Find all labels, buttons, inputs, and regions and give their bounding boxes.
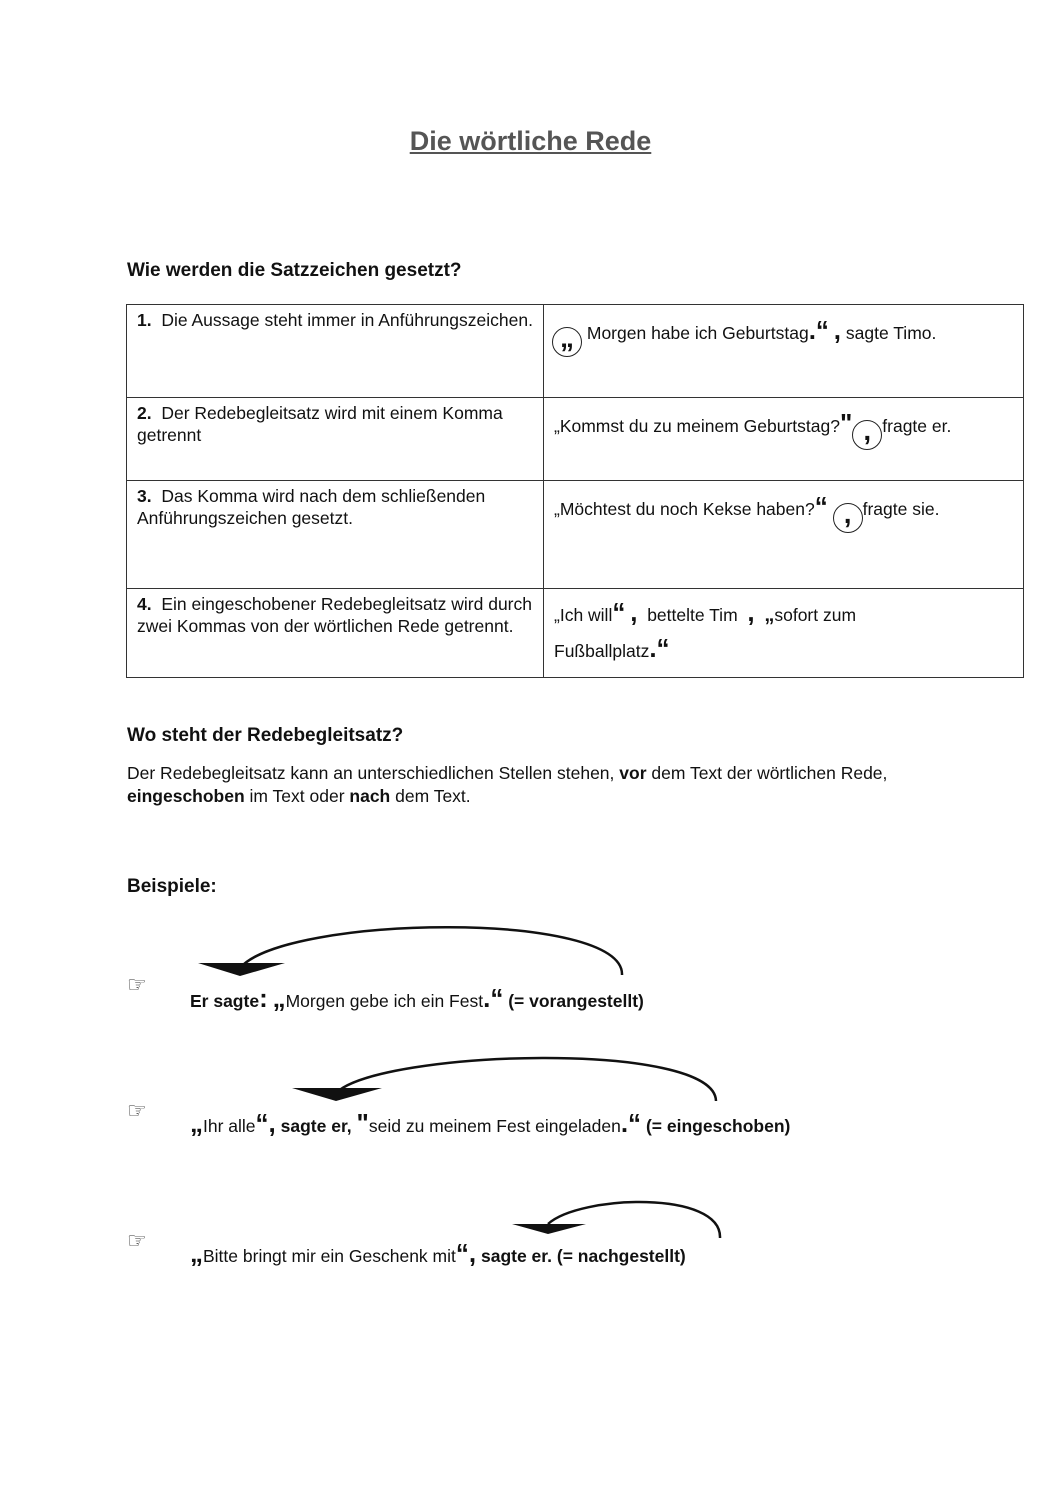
closing-quote: .“ — [649, 633, 670, 663]
example-speech: Morgen gebe ich ein Fest — [285, 991, 484, 1011]
opening-quote: „ — [764, 604, 775, 626]
rule-text: Der Redebegleitsatz wird mit einem Komma getrennt — [137, 403, 503, 445]
closing-quote: .“ — [483, 983, 504, 1013]
arrow-curve — [240, 927, 622, 975]
opening-quote: „ — [190, 1238, 203, 1268]
example-mid: sagte er, — [280, 1116, 352, 1136]
para-text: Der Redebegleitsatz kann an unterschiedlichen Stellen stehen, — [127, 763, 620, 783]
opening-quote: „ — [554, 499, 560, 519]
closing-quote: “, — [255, 1108, 276, 1138]
arrowhead — [292, 1088, 382, 1101]
example-mid: sagte er. — [480, 1246, 553, 1266]
comma-circled: , — [852, 420, 882, 450]
rule-number: 4. — [137, 594, 152, 614]
comma-mark: , — [747, 597, 755, 627]
para-text: dem Text. — [390, 786, 471, 806]
page-title: Die wörtliche Rede — [409, 126, 652, 156]
closing-quote: “ — [814, 491, 828, 521]
arrowhead — [512, 1224, 586, 1234]
rule-number: 2. — [137, 403, 152, 423]
opening-quote: „ — [272, 983, 286, 1013]
colon-mark: : — [259, 983, 268, 1013]
para-text: im Text oder — [244, 786, 350, 806]
rule-text: Die Aussage steht immer in Anführungszeichen. — [161, 310, 533, 330]
example-speech: Fußballplatz — [554, 641, 650, 661]
example-speech: seid zu meinem Fest eingeladen — [368, 1116, 621, 1136]
example-tail: fragte sie. — [862, 499, 940, 519]
rule-text: Das Komma wird nach dem schließenden Anführungszeichen gesetzt. — [137, 486, 486, 528]
comma-mark: , — [630, 597, 638, 627]
opening-quote: " — [356, 1108, 369, 1138]
example-speech: sofort zum — [774, 605, 857, 625]
example-line — [190, 983, 644, 1014]
example-tail: fragte er. — [882, 416, 952, 436]
example-label: (= eingeschoben) — [645, 1116, 791, 1136]
example-tail: sagte Timo. — [845, 323, 937, 343]
example-speech: „Ich will — [554, 605, 613, 625]
opening-quote-circled: „ — [552, 327, 582, 357]
question-mark: ? — [805, 499, 815, 519]
section-heading-punctuation: Wie werden die Satzzeichen gesetzt? — [127, 260, 462, 281]
opening-quote: „ — [554, 416, 560, 436]
example-line — [190, 1238, 686, 1269]
closing-quote: “ — [612, 597, 626, 627]
example-speech: Bitte bringt mir ein Geschenk mit — [203, 1246, 456, 1266]
arrow-curve — [548, 1202, 720, 1238]
closing-quote: " — [839, 408, 853, 438]
example-speech: Morgen habe ich Geburtstag — [586, 323, 809, 343]
para-text: dem Text der wörtlichen Rede, — [646, 763, 888, 783]
example-speech: Ihr alle — [203, 1116, 256, 1136]
arrow-curve — [336, 1058, 716, 1101]
arrowhead — [198, 963, 285, 976]
example-label: (= nachgestellt) — [556, 1246, 686, 1266]
comma-mark: , — [833, 315, 842, 345]
para-emphasis: eingeschoben — [127, 786, 245, 806]
section-heading-examples: Beispiele: — [127, 876, 217, 897]
rule-number: 3. — [137, 486, 152, 506]
example-mid: bettelte Tim — [647, 605, 738, 625]
example-line — [190, 1108, 790, 1139]
pointing-hand-icon: ☞ — [127, 972, 147, 997]
example-speech: Möchtest du noch Kekse haben — [559, 499, 805, 519]
rule-number: 1. — [137, 310, 152, 330]
closing-quote: .“ — [808, 315, 829, 345]
question-mark: ? — [830, 416, 840, 436]
pointing-hand-icon: ☞ — [127, 1228, 147, 1253]
closing-quote: .“ — [620, 1108, 642, 1138]
example-intro: Er sagte — [190, 991, 260, 1011]
pointing-hand-icon: ☞ — [127, 1098, 147, 1123]
example-label: (= vorangestellt) — [508, 991, 644, 1011]
para-emphasis: nach — [349, 786, 391, 806]
example-speech: Kommst du zu meinem Geburtstag — [559, 416, 831, 436]
section-heading-position: Wo steht der Redebegleitsatz? — [127, 725, 404, 746]
comma-circled: , — [833, 503, 863, 533]
rule-text: Ein eingeschobener Redebegleitsatz wird durch zwei Kommas von der wörtlichen Rede getrennt. — [137, 594, 532, 636]
para-emphasis: vor — [619, 763, 647, 783]
opening-quote: „ — [190, 1108, 203, 1138]
closing-quote: “, — [455, 1238, 477, 1268]
